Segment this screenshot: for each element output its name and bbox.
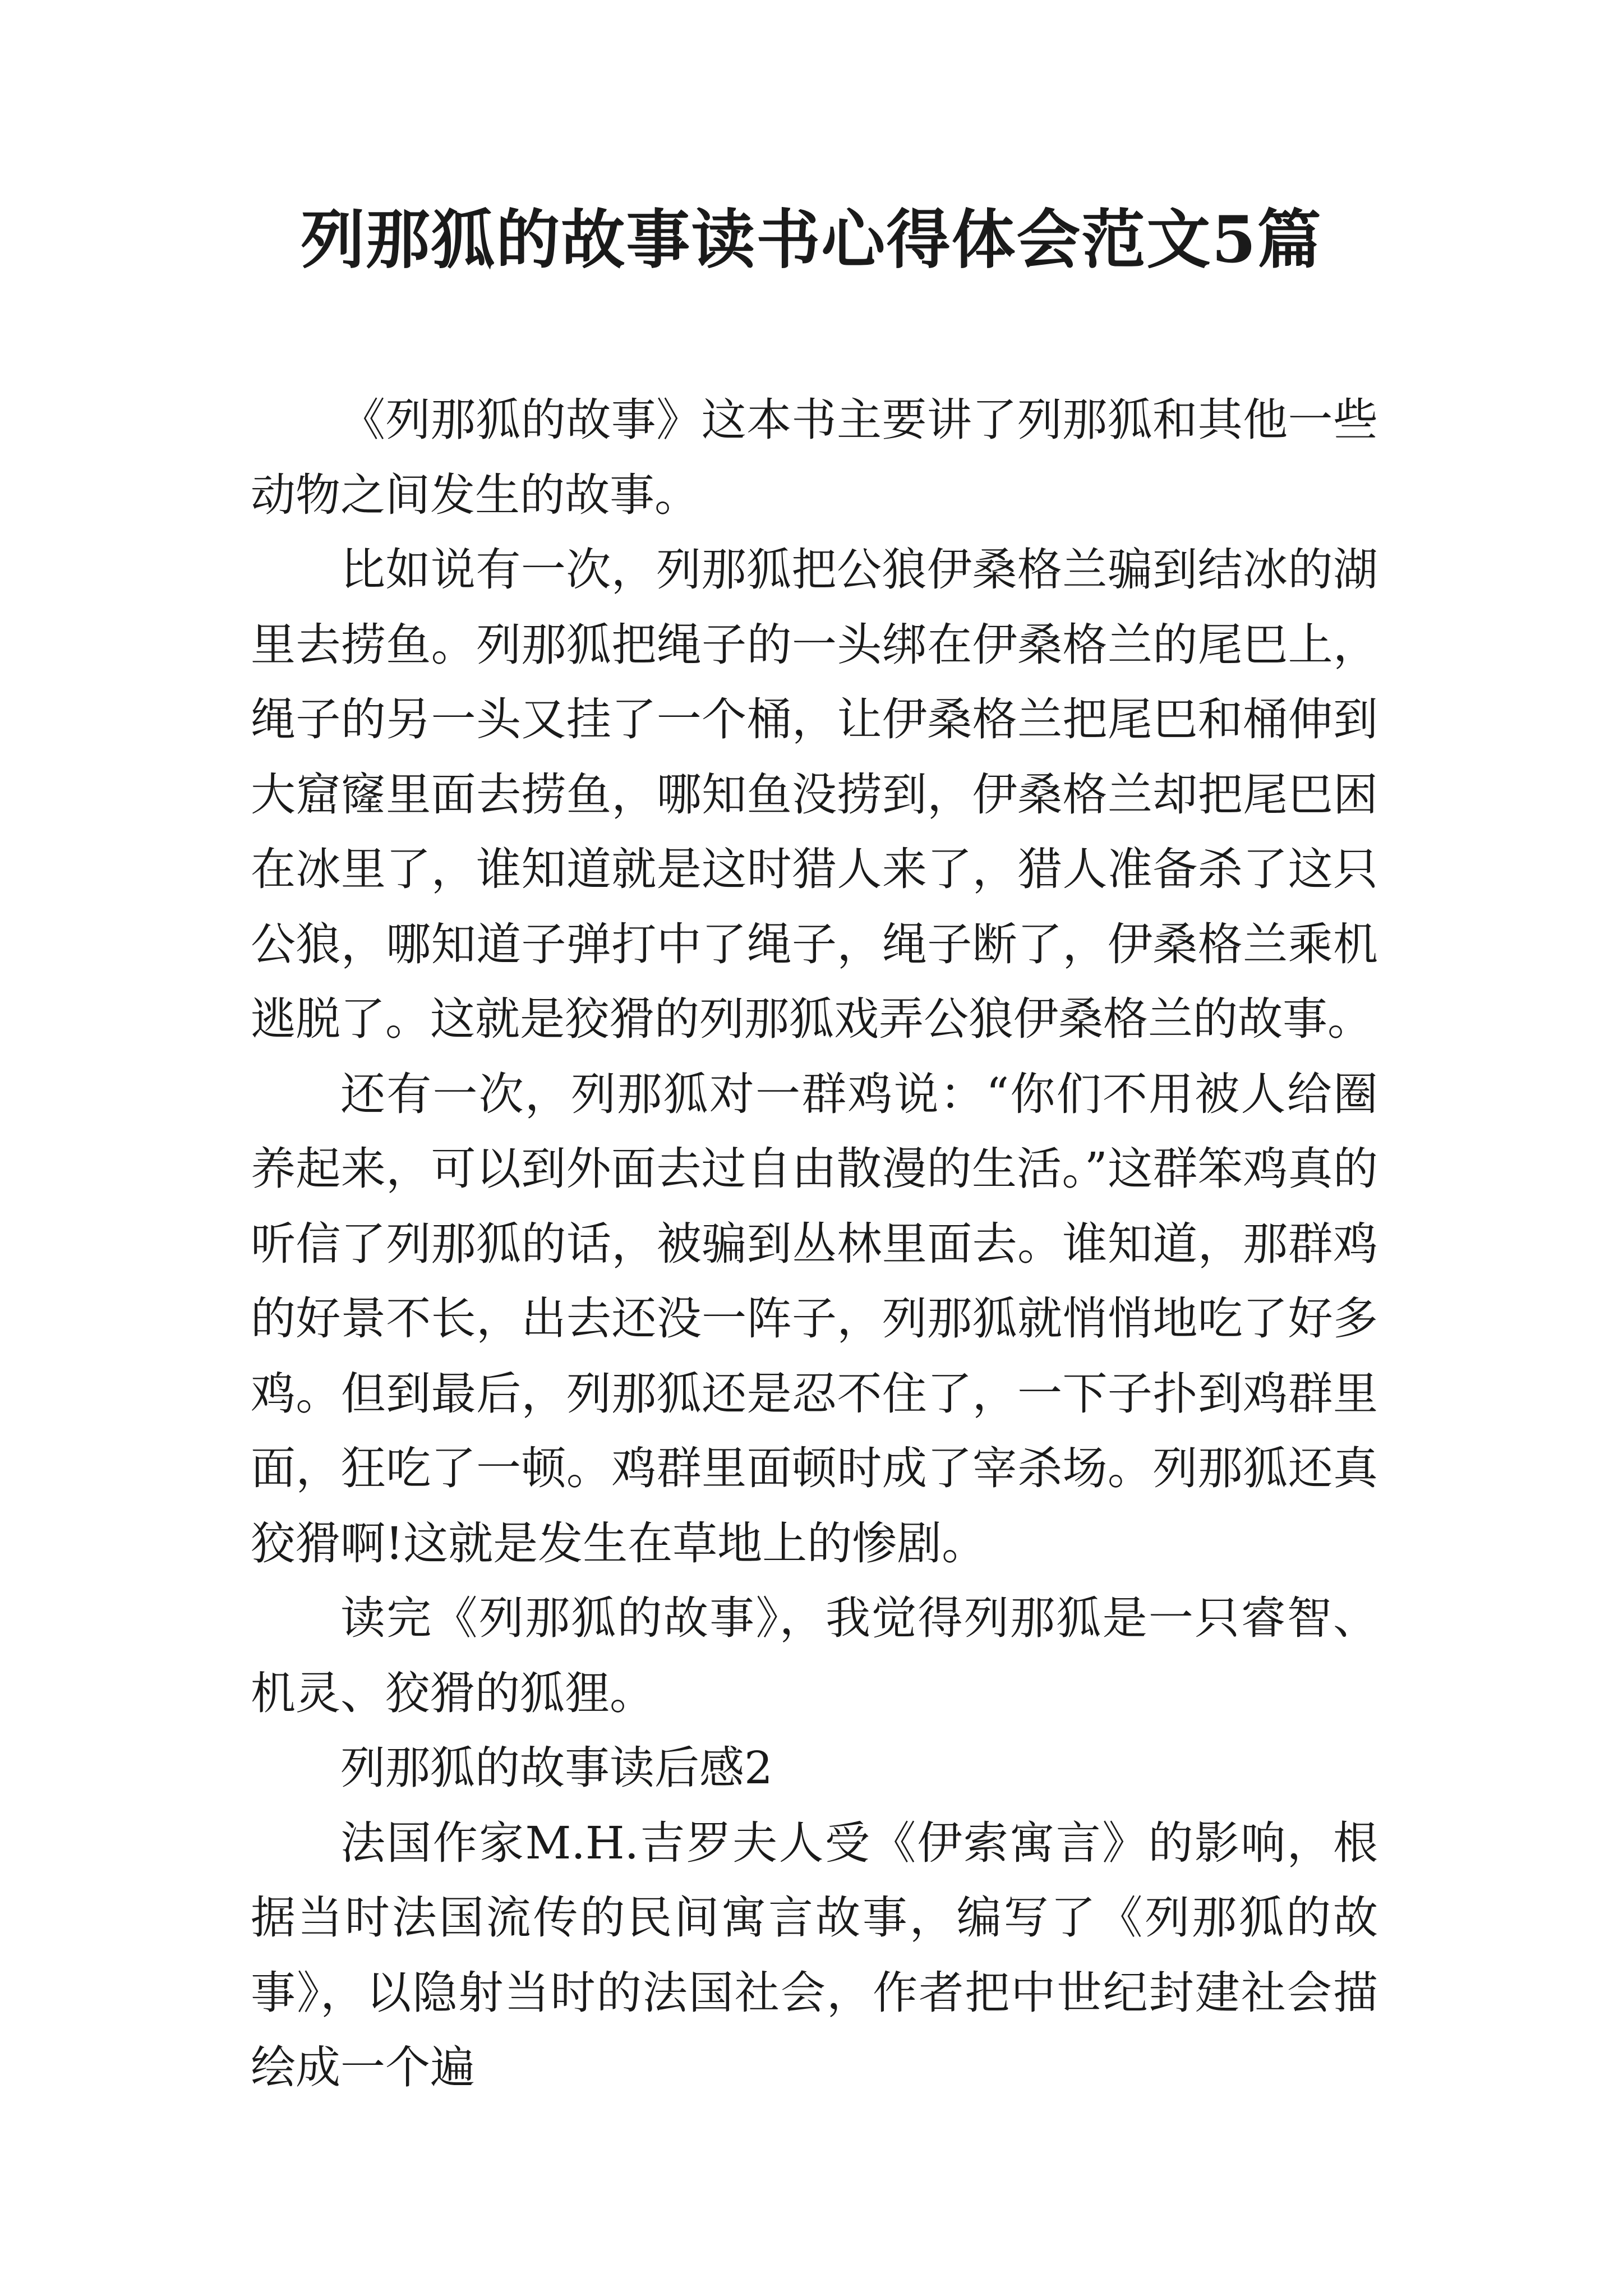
paragraph: 还有一次，列那狐对一群鸡说：“你们不用被人给圈养起来，可以到外面去过自由散漫的生活。”这群笨鸡真的听信了列那狐的话，被骗到丛林里面去。谁知道，那群鸡的好景不长，出去还没一阵子，列那狐就悄悄地吃了好多鸡。但到最后，列那狐还是忍不住了，一下子扑到鸡群里面，狂吃了一顿。鸡群里面顿时成了宰杀场。列那狐还真狡猾啊!这就是发生在草地上的惨剧。 (251, 1068, 1378, 1570)
section-heading: 列那狐的故事读后感2 (340, 1742, 773, 1794)
paragraph: 《列那狐的故事》这本书主要讲了列那狐和其他一些动物之间发生的故事。 (251, 394, 1378, 521)
document-title: 列那狐的故事读书心得体会范文5篇 (301, 202, 1322, 277)
paragraph: 法国作家M.H.吉罗夫人受《伊索寓言》的影响，根据当时法国流传的民间寓言故事，编写了《列那狐的故事》，以隐射当时的法国社会，作者把中世纪封建社会描绘成一个遍 (251, 1816, 1378, 2093)
paragraph: 比如说有一次，列那狐把公狼伊桑格兰骗到结冰的湖里去捞鱼。列那狐把绳子的一头绑在伊桑格兰的尾巴上，绳子的另一头又挂了一个桶，让伊桑格兰把尾巴和桶伸到大窟窿里面去捞鱼，哪知鱼没捞到，伊桑格兰却把尾巴困在冰里了，谁知道就是这时猎人来了，猎人准备杀了这只公狼，哪知道子弹打中了绳子，绳子断了，伊桑格兰乘机逃脱了。这就是狡猾的列那狐戏弄公狼伊桑格兰的故事。 (251, 544, 1378, 1045)
document-body (251, 383, 1378, 2105)
paragraph: 读完《列那狐的故事》，我觉得列那狐是一只睿智、机灵、狡猾的狐狸。 (251, 1592, 1378, 1719)
